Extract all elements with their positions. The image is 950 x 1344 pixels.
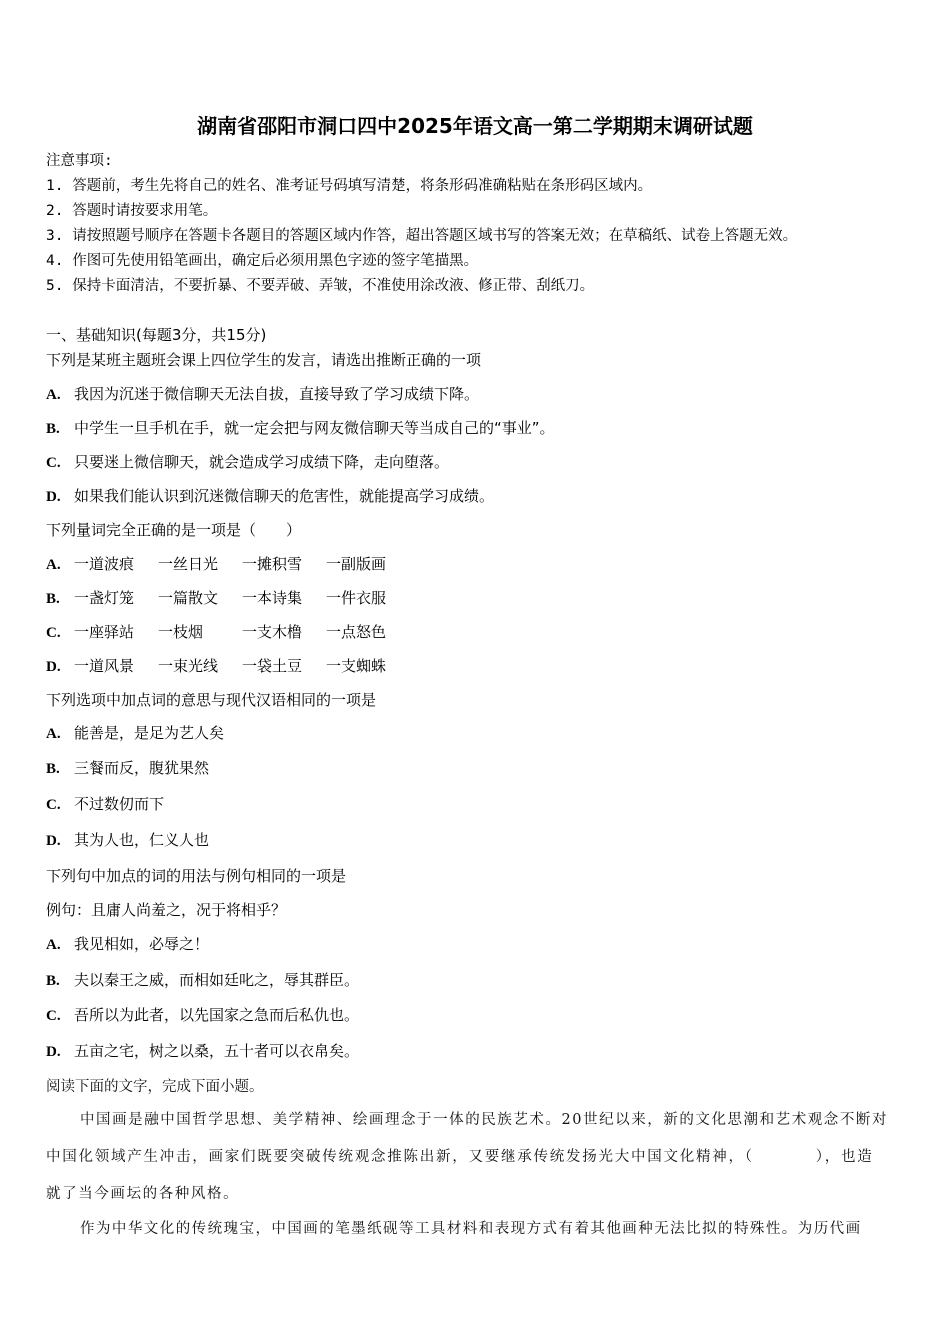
page-title: 湖南省邵阳市洞口四中2025年语文高一第二学期期末调研试题	[197, 114, 753, 138]
section-heading: 一、基础知识(每题3分，共15分)	[46, 326, 267, 344]
option-letter: A.	[46, 726, 61, 742]
question-3-option-c	[46, 793, 164, 816]
passage-text: ），也造	[815, 1149, 874, 1165]
option-letter: D.	[46, 489, 61, 505]
option-text: 我见相如，必辱之！	[74, 935, 210, 953]
reading-instruction: 阅读下面的文字，完成下面小题。	[46, 1079, 264, 1095]
option-word: 一道波痕	[74, 555, 135, 573]
option-letter: A.	[46, 557, 61, 573]
option-text: 能善是，是足为艺人矣	[74, 724, 225, 742]
option-letter: C.	[46, 1008, 61, 1024]
question-3-option-b	[46, 757, 209, 780]
option-letter: B.	[46, 973, 60, 989]
notice-heading: 注意事项:	[46, 153, 113, 169]
option-word: 一点怒色	[326, 623, 387, 641]
question-2-option-b	[46, 587, 410, 610]
question-4-option-b	[46, 969, 359, 992]
option-letter: B.	[46, 421, 60, 437]
notice-item-2: 2. 答题时请按要求用笔。	[46, 203, 218, 219]
notice-item-1: 1. 答题前，考生先将自己的姓名、准考证号码填写清楚，将条形码准确粘贴在条形码区域内。	[46, 178, 653, 194]
question-3-option-a	[46, 722, 224, 745]
option-word: 一支木橹	[242, 623, 303, 641]
option-letter: B.	[46, 761, 60, 777]
question-2-option-a	[46, 553, 410, 576]
option-text: 其为人也，仁义人也	[74, 831, 210, 849]
option-text: 五亩之宅，树之以桑，五十者可以衣帛矣。	[74, 1042, 360, 1060]
notice-item-4: 4. 作图可先使用铅笔画出，确定后必须用黑色字迹的签字笔描黑。	[46, 253, 479, 269]
option-word: 一摊积雪	[242, 555, 303, 573]
option-text: 如果我们能认识到沉迷微信聊天的危害性，就能提高学习成绩。	[74, 487, 495, 505]
option-letter: D.	[46, 659, 61, 675]
option-letter: C.	[46, 455, 61, 471]
option-letter: A.	[46, 937, 61, 953]
question-4-option-c	[46, 1004, 359, 1027]
option-letter: D.	[46, 833, 61, 849]
option-letter: C.	[46, 625, 61, 641]
passage-paragraph-1-line-1: 中国画是融中国哲学思想、美学精神、绘画理念于一体的民族艺术。20世纪以来，新的文化思潮和艺术观念不断对	[80, 1112, 888, 1128]
question-1-stem: 下列是某班主题班会课上四位学生的发言，请选出推断正确的一项	[46, 351, 482, 369]
question-1-option-c	[46, 451, 449, 474]
option-word: 一袋土豆	[242, 657, 303, 675]
option-text: 我因为沉迷于微信聊天无法自拔，直接导致了学习成绩下降。	[74, 385, 480, 403]
question-3-stem: 下列选项中加点词的意思与现代汉语相同的一项是	[46, 691, 377, 709]
option-letter: C.	[46, 797, 61, 813]
option-word: 一丝日光	[158, 555, 219, 573]
passage-paragraph-1-line-2	[46, 1146, 874, 1168]
question-2-option-d	[46, 655, 410, 678]
option-text: 夫以秦王之威，而相如廷叱之，辱其群臣。	[74, 971, 360, 989]
option-letter: A.	[46, 387, 61, 403]
option-letter: D.	[46, 1044, 61, 1060]
option-word: 一道风景	[74, 657, 135, 675]
option-text: 不过数仞而下	[74, 795, 165, 813]
question-1-option-d	[46, 485, 494, 508]
option-text: 三餐而反，腹犹果然	[74, 759, 210, 777]
option-word: 一件衣服	[326, 589, 387, 607]
question-1-option-a	[46, 383, 479, 406]
option-word: 一束光线	[158, 657, 219, 675]
option-word: 一座驿站	[74, 623, 135, 641]
passage-paragraph-2-line-1: 作为中华文化的传统瑰宝，中国画的笔墨纸砚等工具材料和表现方式有着其他画种无法比拟的特殊性。为历代画	[80, 1221, 862, 1237]
option-word: 一篇散文	[158, 589, 219, 607]
passage-text: 中国化领域产生冲击，画家们既要突破传统观念推陈出新，又要继承传统发扬光大中国文化精神，（	[46, 1149, 754, 1165]
notice-item-5: 5. 保持卡面清洁，不要折暴、不要弄破、弄皱，不准使用涂改液、修正带、刮纸刀。	[46, 278, 595, 294]
option-text: 只要迷上微信聊天，就会造成学习成绩下降，走向堕落。	[74, 453, 450, 471]
question-1-option-b	[46, 417, 555, 440]
question-4-example: 例句：且庸人尚羞之，况于将相乎？	[46, 901, 287, 919]
question-4-option-d	[46, 1040, 359, 1063]
notice-item-3: 3. 请按照题号顺序在答题卡各题目的答题区域内作答，超出答题区域书写的答案无效；在草稿纸、试卷上答题无效。	[46, 228, 798, 244]
question-4-stem: 下列句中加点的词的用法与例句相同的一项是	[46, 867, 347, 885]
option-text: 中学生一旦手机在手，就一定会把与网友微信聊天等当成自己的“事业”。	[74, 419, 555, 437]
option-word: 一副版画	[326, 555, 387, 573]
option-word: 一盏灯笼	[74, 589, 135, 607]
option-word: 一本诗集	[242, 589, 303, 607]
question-4-option-a	[46, 933, 209, 956]
passage-paragraph-1-line-3: 就了当今画坛的各种风格。	[46, 1186, 240, 1202]
question-2-option-c	[46, 621, 410, 644]
option-word: 一枝烟	[158, 623, 204, 641]
question-3-option-d	[46, 829, 209, 852]
option-letter: B.	[46, 591, 60, 607]
question-2-stem: 下列量词完全正确的是一项是（ ）	[46, 521, 302, 539]
option-word: 一支蜘蛛	[326, 657, 387, 675]
option-text: 吾所以为此者，以先国家之急而后私仇也。	[74, 1006, 360, 1024]
